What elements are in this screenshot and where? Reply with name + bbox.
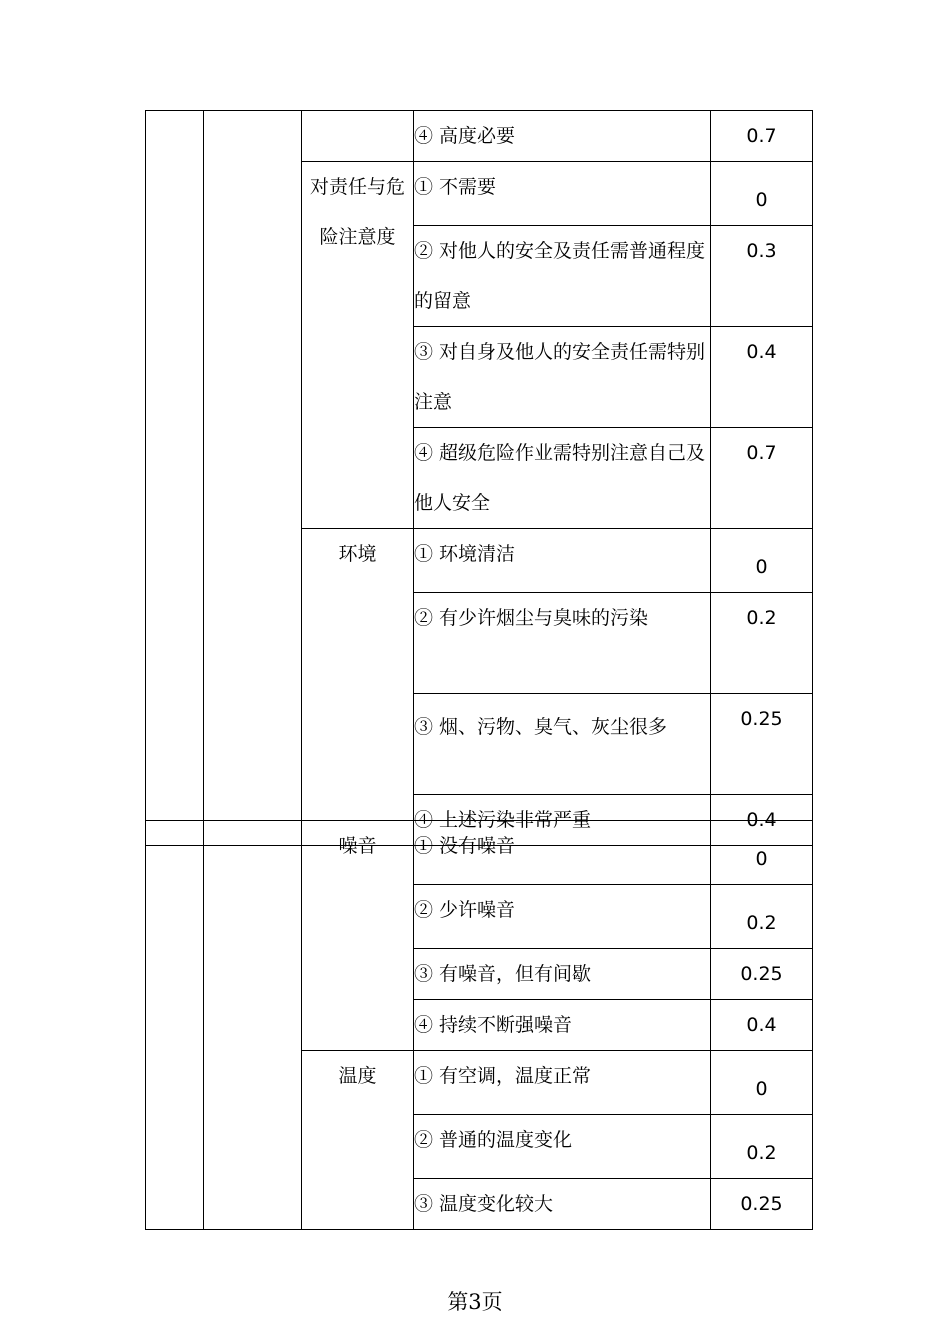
blank-cell-col1 (146, 111, 204, 846)
option-text: ① 环境清洁 (414, 529, 711, 593)
score-value: 0.4 (711, 327, 813, 428)
category-cell: 对责任与危险注意度 (302, 162, 414, 529)
score-value: 0.2 (711, 593, 813, 694)
score-value: 0 (711, 162, 813, 226)
option-text: ④ 持续不断强噪音 (414, 1000, 711, 1051)
option-text: ③ 温度变化较大 (414, 1179, 711, 1230)
score-value: 0 (711, 821, 813, 885)
table-row (146, 821, 813, 885)
option-text: ③ 对自身及他人的安全责任需特别注意 (414, 327, 711, 428)
option-text: ③ 烟、污物、臭气、灰尘很多 (414, 694, 711, 795)
option-text: ② 对他人的安全及责任需普通程度的留意 (414, 226, 711, 327)
score-value: 0.2 (711, 1115, 813, 1179)
page-number: 第3页 (447, 1290, 503, 1314)
score-value: 0.7 (711, 428, 813, 529)
blank-cell-col2 (204, 821, 302, 1230)
option-text: ② 少许噪音 (414, 885, 711, 949)
score-value: 0.4 (711, 795, 813, 846)
table-row (146, 111, 813, 162)
evaluation-table (145, 110, 813, 846)
score-value: 0.7 (711, 111, 813, 162)
option-text: ④ 高度必要 (414, 111, 711, 162)
score-value: 0 (711, 529, 813, 593)
score-value: 0 (711, 1051, 813, 1115)
score-value: 0.25 (711, 694, 813, 795)
blank-cell-col1 (146, 821, 204, 1230)
category-cell: 环境 (302, 529, 414, 846)
score-value: 0.3 (711, 226, 813, 327)
option-text: ① 没有噪音 (414, 821, 711, 885)
category-cell: 噪音 (302, 821, 414, 1051)
score-value: 0.4 (711, 1000, 813, 1051)
score-value: 0.2 (711, 885, 813, 949)
option-text: ① 有空调，温度正常 (414, 1051, 711, 1115)
blank-cell-col2 (204, 111, 302, 846)
category-cell: 温度 (302, 1051, 414, 1230)
option-text: ④ 超级危险作业需特别注意自己及他人安全 (414, 428, 711, 529)
option-text: ③ 有噪音，但有间歇 (414, 949, 711, 1000)
option-text: ① 不需要 (414, 162, 711, 226)
option-text: ④ 上述污染非常严重 (414, 795, 711, 846)
category-cell (302, 111, 414, 162)
score-value: 0.25 (711, 949, 813, 1000)
score-value: 0.25 (711, 1179, 813, 1230)
evaluation-table-lower (145, 820, 813, 1230)
option-text: ② 有少许烟尘与臭味的污染 (414, 593, 711, 694)
option-text: ② 普通的温度变化 (414, 1115, 711, 1179)
